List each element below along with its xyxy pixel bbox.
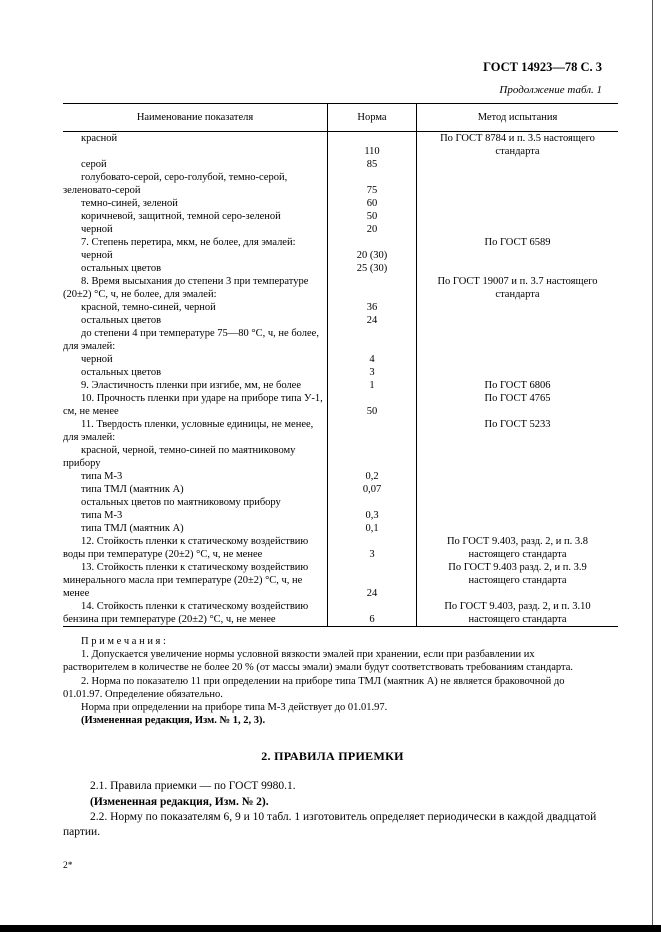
cell-indicator-name: 7. Степень перетира, мкм, не более, для эмалей: xyxy=(63,236,328,249)
cell-test-method: По ГОСТ 9.403 разд. 2, и п. 3.9 настоящего стандарта xyxy=(448,562,587,586)
cell-norm-value xyxy=(328,444,417,470)
table-row xyxy=(63,210,618,223)
cell-test-method xyxy=(417,301,619,314)
table-row xyxy=(63,158,618,171)
cell-test-method: По ГОСТ 9.403, разд. 2, и п. 3.8 настоящего стандарта xyxy=(446,536,589,560)
column-header-test-method: Метод испытания xyxy=(417,104,619,132)
cell-indicator-name: 12. Стойкость пленки к статическому воздействию воды при температуре (20±2) °С, ч, не менее xyxy=(63,535,328,561)
footer-mark: 2* xyxy=(63,861,73,872)
notes-title: П р и м е ч а н и я : xyxy=(81,636,166,647)
cell-indicator-name: темно-синей, зеленой xyxy=(63,197,328,210)
table-row xyxy=(63,314,618,327)
cell-indicator-name: голубовато-серой, серо-голубой, темно-серой, зеленовато-серой xyxy=(63,171,328,197)
cell-norm-value: 24 xyxy=(328,561,417,600)
cell-test-method xyxy=(417,496,619,509)
cell-test-method xyxy=(417,509,619,522)
cell-norm-value: 3 xyxy=(328,535,417,561)
cell-indicator-name: серой xyxy=(63,158,328,171)
table-row xyxy=(63,223,618,236)
cell-test-method xyxy=(417,314,619,327)
cell-indicator-name: красной xyxy=(63,132,328,159)
cell-test-method: По ГОСТ 19007 и п. 3.7 настоящего стандарта xyxy=(437,276,598,300)
table-body xyxy=(63,132,618,627)
cell-indicator-name: типа ТМЛ (маятник А) xyxy=(63,522,328,535)
cell-test-method: По ГОСТ 4765 xyxy=(484,393,551,404)
table-row xyxy=(63,470,618,483)
cell-norm-value: 6 xyxy=(328,600,417,627)
cell-indicator-name: типа М-3 xyxy=(63,509,328,522)
cell-indicator-name: красной, темно-синей, черной xyxy=(63,301,328,314)
cell-norm-value: 25 (30) xyxy=(328,262,417,275)
cell-norm-value xyxy=(328,327,417,353)
cell-test-method: По ГОСТ 6589 xyxy=(484,237,551,248)
cell-indicator-name: остальных цветов по маятниковому прибору xyxy=(63,496,328,509)
cell-test-method xyxy=(417,249,619,262)
paragraph-2-2: 2.2. Норму по показателям 6, 9 и 10 табл. 1 изготовитель определяет периодически в каждой двадцатой партии. xyxy=(63,811,597,838)
cell-test-method: По ГОСТ 5233 xyxy=(484,419,551,430)
column-header-norm: Норма xyxy=(328,104,417,132)
cell-test-method xyxy=(417,483,619,496)
cell-indicator-name: остальных цветов xyxy=(63,366,328,379)
cell-test-method xyxy=(417,327,619,353)
cell-test-method xyxy=(417,470,619,483)
cell-norm-value: 20 xyxy=(328,223,417,236)
cell-test-method xyxy=(417,197,619,210)
cell-indicator-name: черной xyxy=(63,249,328,262)
cell-norm-value: 75 xyxy=(328,171,417,197)
table-row xyxy=(63,236,618,249)
cell-norm-value xyxy=(328,418,417,444)
table-row xyxy=(63,392,618,418)
table-row xyxy=(63,379,618,392)
cell-indicator-name: черной xyxy=(63,353,328,366)
note-item-2: 2. Норма по показателю 11 при определении на приборе типа ТМЛ (маятник А) не является браковочной до 01.01.97. Определение обязательно. xyxy=(63,675,565,700)
table-row xyxy=(63,327,618,353)
table-row xyxy=(63,509,618,522)
amendment-paragraph: (Измененная редакция, Изм. № 2). xyxy=(90,795,269,808)
cell-test-method: По ГОСТ 9.403, разд. 2, и п. 3.10 настоящего стандарта xyxy=(444,601,591,625)
table-continuation-label: Продолжение табл. 1 xyxy=(499,84,602,96)
table-row xyxy=(63,496,618,509)
cell-indicator-name: 8. Время высыхания до степени 3 при температуре (20±2) °С, ч, не более, для эмалей: xyxy=(63,275,328,301)
cell-test-method xyxy=(417,522,619,535)
table-header-row xyxy=(63,104,618,132)
cell-norm-value xyxy=(328,496,417,509)
paragraph-2-1: 2.1. Правила приемки — по ГОСТ 9980.1. xyxy=(90,780,296,793)
cell-indicator-name: 13. Стойкость пленки к статическому воздействию минерального масла при температуре (20±2) °С, ч, не менее xyxy=(63,561,328,600)
page-header: ГОСТ 14923—78 С. 3 xyxy=(483,60,602,74)
page-content xyxy=(63,0,602,871)
cell-test-method xyxy=(417,353,619,366)
cell-indicator-name: черной xyxy=(63,223,328,236)
scan-bottom-bar xyxy=(0,925,661,932)
cell-norm-value: 4 xyxy=(328,353,417,366)
table-row xyxy=(63,522,618,535)
cell-indicator-name: до степени 4 при температуре 75—80 °С, ч, не более, для эмалей: xyxy=(63,327,328,353)
cell-norm-value: 0,2 xyxy=(328,470,417,483)
cell-indicator-name: красной, черной, темно-синей по маятниковому прибору xyxy=(63,444,328,470)
cell-test-method xyxy=(417,366,619,379)
cell-norm-value: 36 xyxy=(328,301,417,314)
section-heading: 2. ПРАВИЛА ПРИЕМКИ xyxy=(261,749,404,764)
properties-table xyxy=(63,103,618,627)
table-row xyxy=(63,418,618,444)
note-item-1: 1. Допускается увеличение нормы условной вязкости эмалей при хранении, если при разбавлении их растворителем в количестве не более 20 % (от массы эмали) эмали будут соответствовать требованиям стандарта. xyxy=(63,649,574,674)
cell-norm-value: 85 xyxy=(328,158,417,171)
cell-norm-value: 0,3 xyxy=(328,509,417,522)
cell-norm-value: 110 xyxy=(328,132,417,159)
cell-norm-value: 3 xyxy=(328,366,417,379)
table-row xyxy=(63,249,618,262)
cell-indicator-name: коричневой, защитной, темной серо-зеленой xyxy=(63,210,328,223)
cell-test-method: По ГОСТ 6806 xyxy=(484,380,551,391)
cell-norm-value: 0,1 xyxy=(328,522,417,535)
cell-test-method xyxy=(417,262,619,275)
cell-test-method xyxy=(417,223,619,236)
cell-indicator-name: 9. Эластичность пленки при изгибе, мм, не более xyxy=(63,379,328,392)
cell-norm-value: 50 xyxy=(328,210,417,223)
table-row xyxy=(63,132,618,159)
cell-norm-value: 50 xyxy=(328,392,417,418)
amendment-note: (Измененная редакция, Изм. № 1, 2, 3). xyxy=(81,715,266,727)
table-row xyxy=(63,366,618,379)
scan-edge-line xyxy=(652,0,653,926)
cell-norm-value: 60 xyxy=(328,197,417,210)
table-row xyxy=(63,171,618,197)
cell-norm-value: 1 xyxy=(328,379,417,392)
cell-norm-value: 24 xyxy=(328,314,417,327)
table-row xyxy=(63,483,618,496)
table-row xyxy=(63,301,618,314)
cell-test-method xyxy=(417,158,619,171)
cell-norm-value: 0,07 xyxy=(328,483,417,496)
cell-test-method: По ГОСТ 8784 и п. 3.5 настоящего стандарта xyxy=(440,133,595,157)
cell-indicator-name: 10. Прочность пленки при ударе на приборе типа У-1, см, не менее xyxy=(63,392,328,418)
cell-indicator-name: типа ТМЛ (маятник А) xyxy=(63,483,328,496)
cell-indicator-name: 14. Стойкость пленки к статическому воздействию бензина при температуре (20±2) °С, ч, не менее xyxy=(63,600,328,627)
cell-norm-value: 20 (30) xyxy=(328,249,417,262)
note-item-3: Норма при определении на приборе типа М-3 действует до 01.01.97. xyxy=(81,702,388,714)
table-row xyxy=(63,353,618,366)
cell-test-method xyxy=(417,444,619,470)
cell-norm-value xyxy=(328,236,417,249)
table-row xyxy=(63,561,618,600)
cell-norm-value xyxy=(328,275,417,301)
table-row xyxy=(63,600,618,627)
cell-test-method xyxy=(417,210,619,223)
table-row xyxy=(63,444,618,470)
cell-indicator-name: 11. Твердость пленки, условные единицы, не менее, для эмалей: xyxy=(63,418,328,444)
cell-test-method xyxy=(417,171,619,197)
table-row xyxy=(63,262,618,275)
cell-indicator-name: остальных цветов xyxy=(63,262,328,275)
table-row xyxy=(63,197,618,210)
table-row xyxy=(63,275,618,301)
table-row xyxy=(63,535,618,561)
cell-indicator-name: остальных цветов xyxy=(63,314,328,327)
column-header-indicator-name: Наименование показателя xyxy=(63,104,328,132)
cell-indicator-name: типа М-3 xyxy=(63,470,328,483)
notes-section xyxy=(63,635,602,727)
